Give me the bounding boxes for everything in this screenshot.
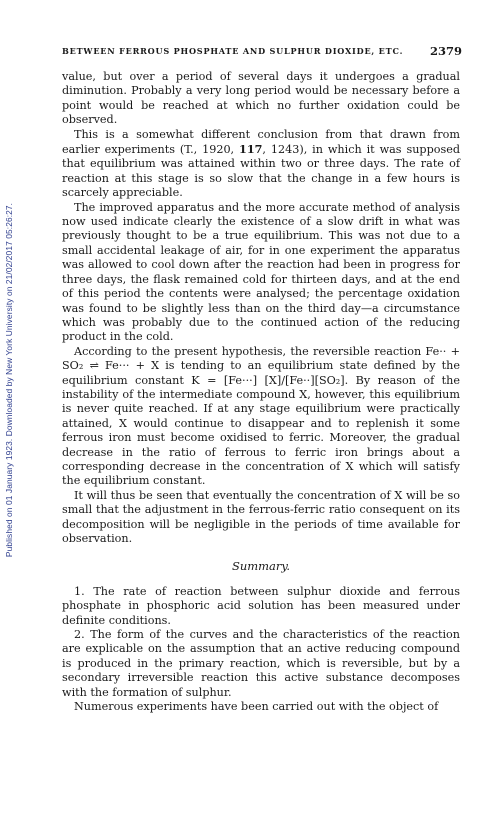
page-number: 2379 <box>429 44 462 58</box>
paragraph: It will thus be seen that eventually the concentration of X will be so small that the adjustment in the ferrous-ferric ratio consequent on its decomposition will be negligible in the periods of time available for observation. <box>62 488 460 545</box>
paragraph: According to the present hypothesis, the reversible reaction Fe·· + SO₂ ⇌ Fe··· + X is tending to an equilibrium state defined by the equilibrium constant K = [Fe···] [X]/[Fe··][SO₂]. By reason of the instability of the intermediate compound X, however, this equilibrium is never quite reached. If at any stage equilibrium were practically attained, X would continue to disappear and to replenish it some ferrous iron must become oxidised to ferric. Moreover, the gradual decrease in the ratio of ferrous to ferric iron brings about a corresponding decrease in the concentration of X which will satisfy the equilibrium constant. <box>62 344 460 488</box>
paragraph: Numerous experiments have been carried out with the object of <box>74 700 439 714</box>
paragraph: value, but over a period of several days it undergoes a gradual diminution. Probably a very long period would be necessary before a point would be reached at which no further oxidation could be observed. <box>62 70 460 127</box>
download-watermark-text: Published on 01 January 1923. Downloaded by New York University on 21/02/2017 05:26:27. <box>4 202 14 558</box>
running-title: BETWEEN FERROUS PHOSPHATE AND SULPHUR DIOXIDE, ETC. <box>62 46 404 56</box>
body-text <box>62 70 460 714</box>
summary-item: 1. The rate of reaction between sulphur dioxide and ferrous phosphate in phosphoric acid solution has been measured under definite conditions. <box>62 584 460 627</box>
paragraph-earlier-experiments: This is a somewhat different conclusion from that drawn from earlier experiments (T., 1920, 117, 1243), in which it was supposed that equilibrium was attained within two or three days. The rate of reaction at this stage is so slow that the change in a few hours is scarcely appreciable. <box>62 127 460 200</box>
summary-heading: Summary. <box>231 559 291 574</box>
volume-number: 117 <box>239 142 263 157</box>
summary-item: 2. The form of the curves and the characteristics of the reaction are explicable on the assumption that an active reducing compound is produced in the primary reaction, which is reversible, but by a secondary irreversible reaction this active substance decomposes with the formation of sulphur. <box>62 628 460 699</box>
download-watermark <box>2 95 16 665</box>
page-header <box>62 44 462 58</box>
paragraph: The improved apparatus and the more accurate method of analysis now used indicate clearly the existence of a slow drift in what was previously thought to be a true equilibrium. This was not due to a small accidental leakage of air, for in one experiment the apparatus was allowed to cool down after the reaction had been in progress for three days, the flask remained cold for thirteen days, and at the end of this period the contents were analysed; the percentage oxidation was found to be slightly less than on the third day—a circumstance which was probably due to the continued action of the reducing product in the cold. <box>62 200 460 344</box>
